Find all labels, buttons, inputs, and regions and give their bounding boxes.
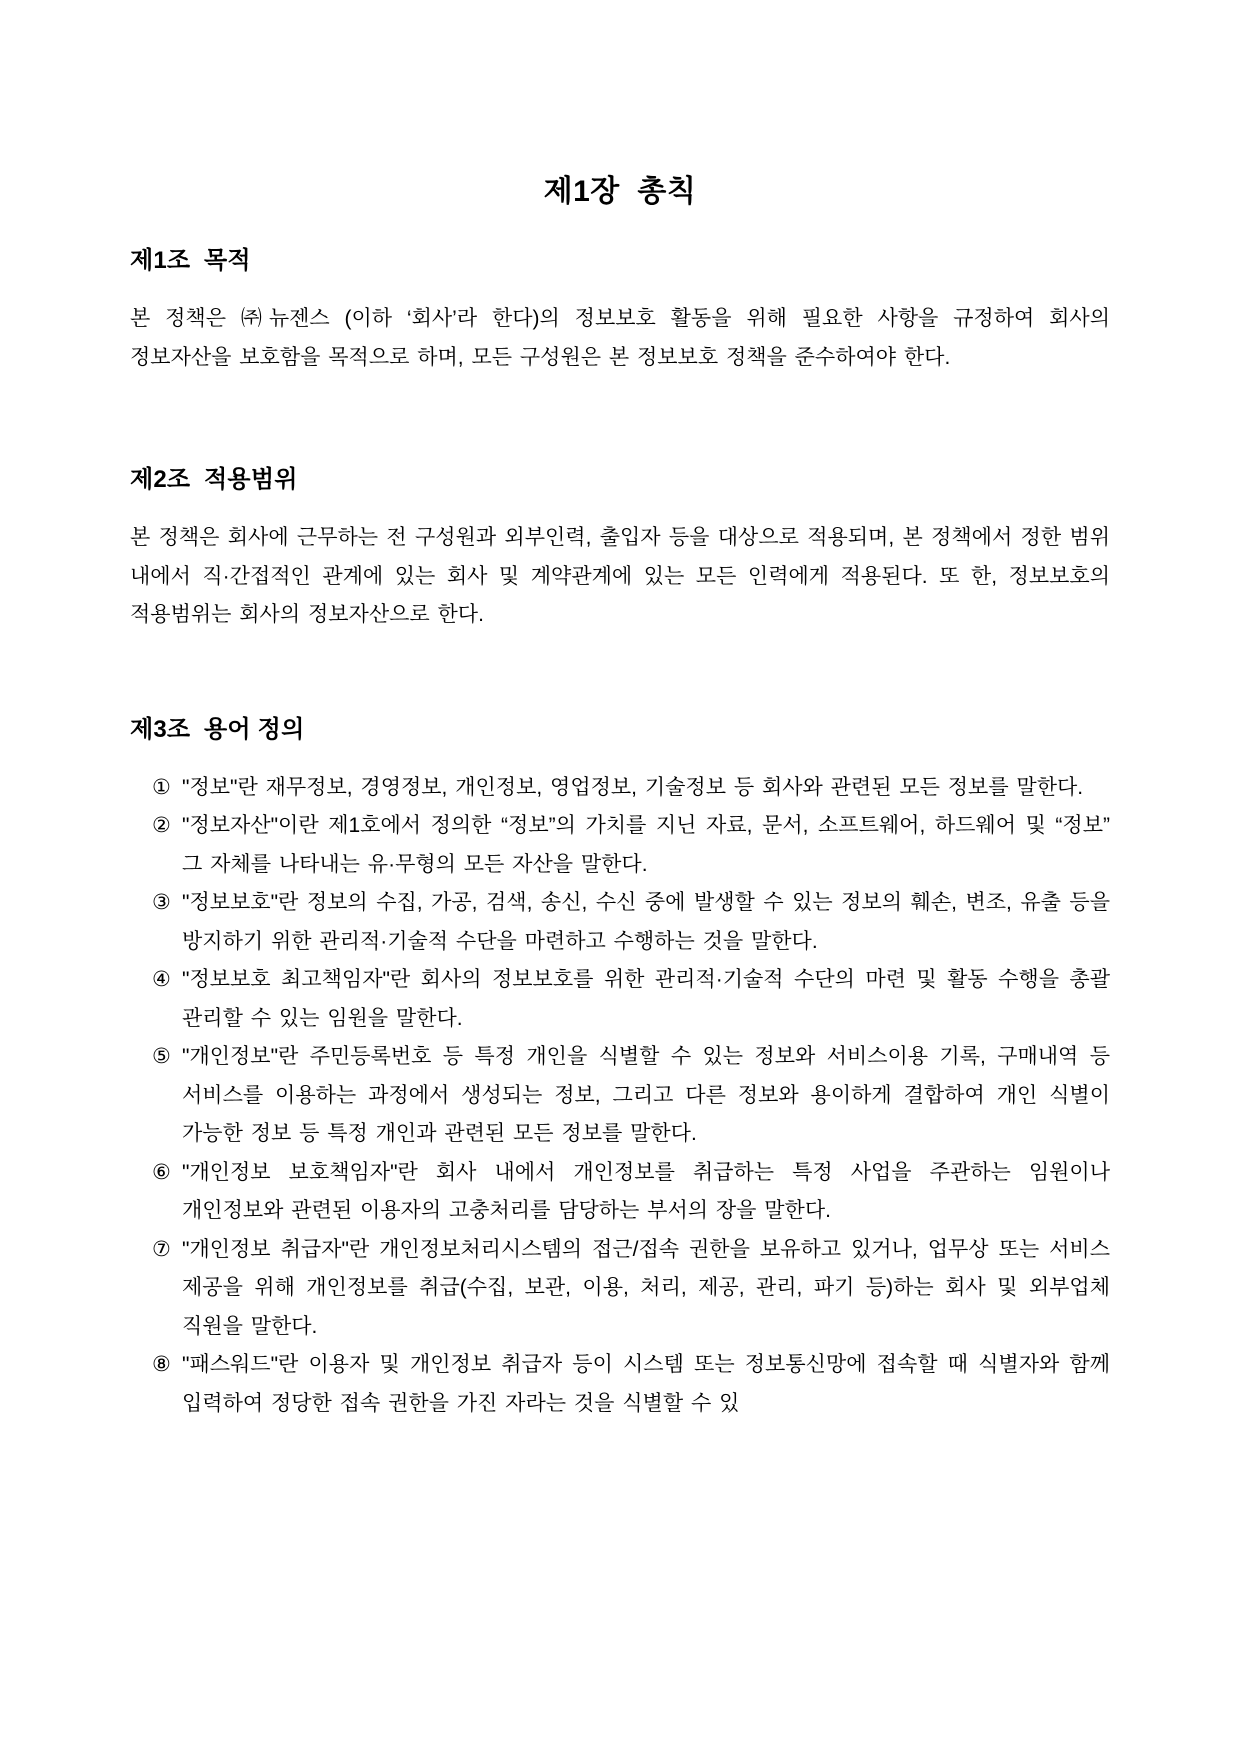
definition-item-1 <box>130 769 1110 808</box>
definition-item-7 <box>130 1231 1110 1347</box>
definitions-list <box>130 769 1110 1424</box>
item-number-marker: ⑥ <box>152 1160 171 1184</box>
item-number-marker: ⑧ <box>152 1353 171 1376</box>
definition-text: "개인정보 보호책임자"란 회사 내에서 개인정보를 취급하는 특정 사업을 주관하는 임원이나 개인정보와 관련된 이용자의 고충처리를 담당하는 부서의 장을 말한다. <box>182 1160 1110 1222</box>
item-number-marker: ④ <box>152 968 171 991</box>
definition-item-3 <box>130 884 1110 961</box>
definition-item-2 <box>130 807 1110 884</box>
definition-item-5 <box>130 1038 1110 1154</box>
article-2-body: 본 정책은 회사에 근무하는 전 구성원과 외부인력, 출입자 등을 대상으로 적용되며, 본 정책에서 정한 범위 내에서 직·간접적인 관계에 있는 회사 및 계약관계에 있는 모든 인력에게 적용된다. 또 한, 정보보호의 적용범위는 회사의 정보자산으로 한다. <box>130 526 1110 626</box>
definition-text: "개인정보"란 주민등록번호 등 특정 개인을 식별할 수 있는 정보와 서비스이용 기록, 구매내역 등 서비스를 이용하는 과정에서 생성되는 정보, 그리고 다른 정보와 용이하게 결합하여 개인 식별이 가능한 정보 등 특정 개인과 관련된 모든 정보를 말한다. <box>182 1045 1110 1145</box>
definition-text: "정보보호 최고책임자"란 회사의 정보보호를 위한 관리적·기술적 수단의 마련 및 활동 수행을 총괄 관리할 수 있는 임원을 말한다. <box>182 968 1110 1030</box>
definition-text: "정보자산"이란 제1호에서 정의한 “정보”의 가치를 지닌 자료, 문서, 소프트웨어, 하드웨어 및 “정보” 그 자체를 나타내는 유·무형의 모든 자산을 말한다. <box>182 814 1110 876</box>
article-1-heading: 제1조 목적 <box>130 247 251 274</box>
definition-text: "정보"란 재무정보, 경영정보, 개인정보, 영업정보, 기술정보 등 회사와 관련된 모든 정보를 말한다. <box>182 775 1084 799</box>
definition-item-4 <box>130 961 1110 1038</box>
definition-text: "정보보호"란 정보의 수집, 가공, 검색, 송신, 수신 중에 발생할 수 있는 정보의 훼손, 변조, 유출 등을 방지하기 위한 관리적·기술적 수단을 마련하고 수행하는 것을 말한다. <box>182 891 1110 953</box>
article-2-section <box>130 463 1110 635</box>
item-number-marker: ③ <box>152 891 171 914</box>
article-2-heading: 제2조 적용범위 <box>130 466 298 493</box>
definition-text: "패스워드"란 이용자 및 개인정보 취급자 등이 시스템 또는 정보통신망에 접속할 때 식별자와 함께 입력하여 정당한 접속 권한을 가진 자라는 것을 식별할 수 있 <box>182 1353 1110 1415</box>
definition-item-6 <box>130 1154 1110 1231</box>
item-number-marker: ② <box>152 814 171 837</box>
item-number-marker: ① <box>152 775 171 799</box>
definition-text: "개인정보 취급자"란 개인정보처리시스템의 접근/접속 권한을 보유하고 있거나, 업무상 또는 서비스 제공을 위해 개인정보를 취급(수집, 보관, 이용, 처리, 제공, 관리, 파기 등)하는 회사 및 외부업체 직원을 말한다. <box>182 1237 1110 1338</box>
article-1-body: 본 정책은 ㈜뉴젠스 (이하 ‘회사’라 한다)의 정보보호 활동을 위해 필요한 사항을 규정하여 회사의 정보자산을 보호함을 목적으로 하며, 모든 구성원은 본 정보보호 정책을 준수하여야 한다. <box>130 307 1110 369</box>
article-1-section <box>130 244 1110 377</box>
article-3-section <box>130 713 1110 1424</box>
item-number-marker: ⑦ <box>152 1237 171 1261</box>
article-3-heading: 제3조 용어 정의 <box>130 715 305 743</box>
chapter-title: 제1장 총칙 <box>543 175 697 208</box>
definition-item-8 <box>130 1346 1110 1423</box>
item-number-marker: ⑤ <box>152 1045 171 1068</box>
